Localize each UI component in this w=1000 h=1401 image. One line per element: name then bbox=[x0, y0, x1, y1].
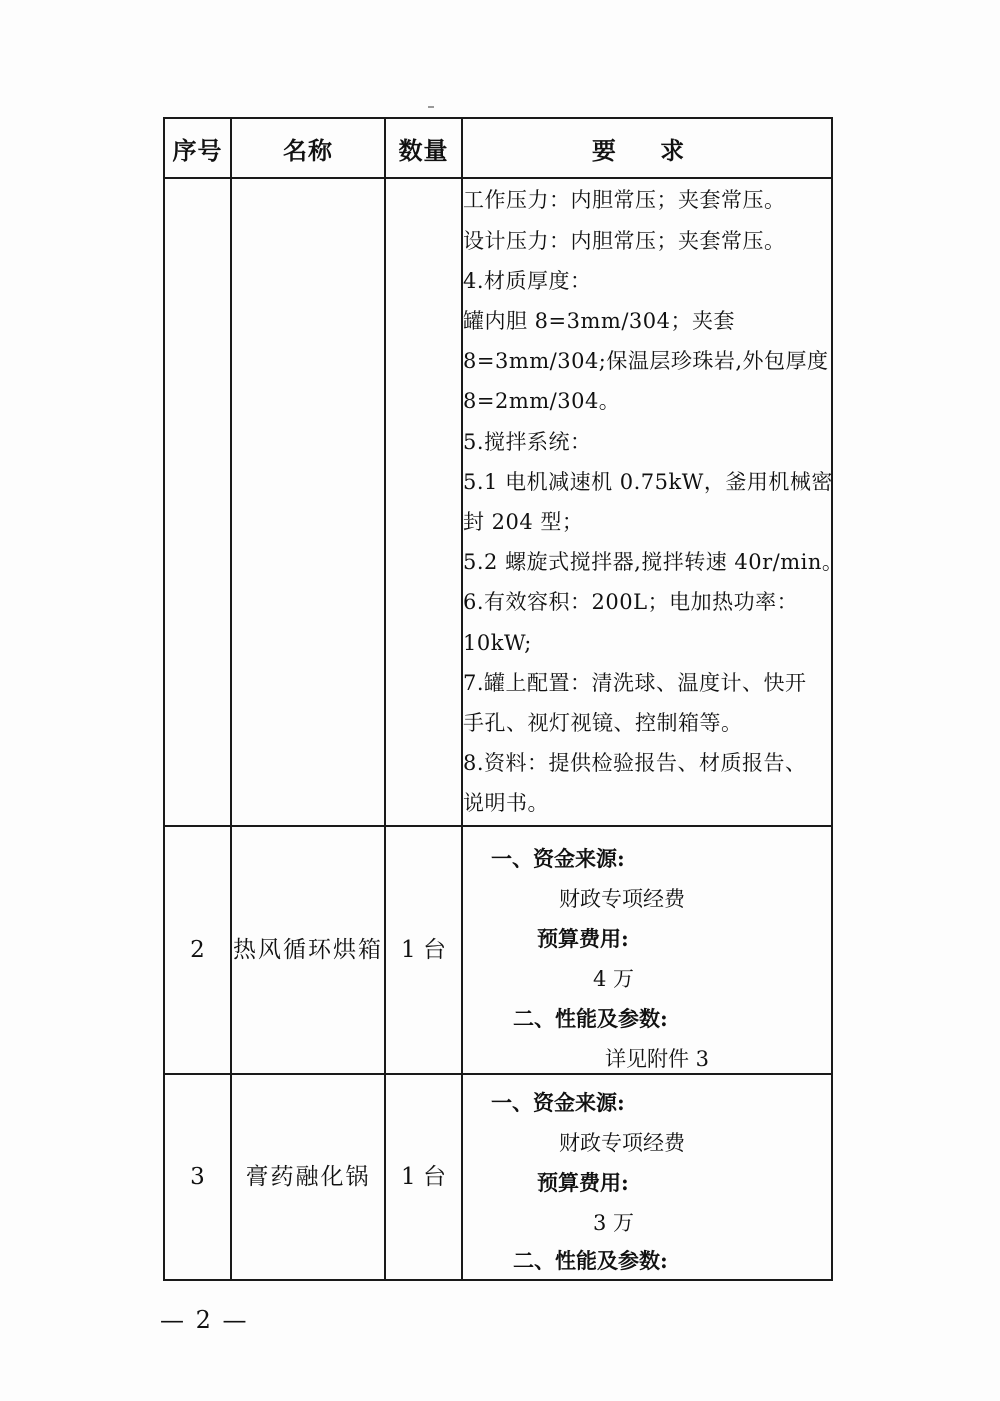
row3-requirements-cell bbox=[462, 1074, 832, 1280]
header-no: 序号 bbox=[164, 118, 231, 178]
budget-heading: 预算费用: bbox=[537, 1170, 629, 1195]
row3-no-cell: 3 bbox=[164, 1074, 231, 1280]
performance-value: 详见附件 3 bbox=[605, 1047, 710, 1071]
scan-mark bbox=[428, 106, 434, 108]
header-qty: 数量 bbox=[385, 118, 462, 178]
table-header-row bbox=[164, 118, 832, 178]
budget-value: 3 万 bbox=[593, 1211, 635, 1235]
row2-requirements-cell bbox=[462, 826, 832, 1074]
requirement-line: 说明书。 bbox=[463, 791, 549, 816]
requirement-line: 8=3mm/304;保温层珍珠岩,外包厚度 bbox=[463, 349, 829, 374]
header-name: 名称 bbox=[231, 118, 385, 178]
requirement-line: 7.罐上配置：清洗球、温度计、快开 bbox=[463, 670, 807, 695]
requirement-line: 8=2mm/304。 bbox=[463, 389, 621, 414]
performance-heading: 二、性能及参数: bbox=[513, 1248, 668, 1273]
row1-no-cell bbox=[164, 178, 231, 826]
row2-qty-cell: 1 台 bbox=[385, 826, 462, 1074]
row1-requirements-cell bbox=[462, 178, 844, 826]
row1-name-cell bbox=[231, 178, 385, 826]
requirement-line: 手孔、视灯视镜、控制箱等。 bbox=[463, 711, 743, 736]
table-row bbox=[164, 1074, 832, 1280]
requirement-line: 设计压力：内胆常压；夹套常压。 bbox=[463, 228, 786, 253]
funding-value: 财政专项经费 bbox=[559, 887, 685, 911]
header-requirements: 要 求 bbox=[462, 118, 832, 178]
requirement-line: 10kW; bbox=[463, 630, 532, 655]
requirement-line: 5.2 螺旋式搅拌器,搅拌转速 40r/min。 bbox=[463, 550, 844, 575]
funding-heading: 一、资金来源: bbox=[491, 1090, 625, 1115]
budget-value: 4 万 bbox=[593, 967, 635, 991]
requirement-line: 4.材质厚度： bbox=[463, 268, 592, 293]
requirement-line: 6.有效容积：200L；电加热功率： bbox=[463, 590, 799, 615]
requirement-line: 工作压力：内胆常压；夹套常压。 bbox=[463, 188, 786, 213]
requirement-line: 罐内胆 8=3mm/304；夹套 bbox=[463, 308, 735, 333]
row3-name-cell: 膏药融化锅 bbox=[231, 1074, 385, 1280]
row3-qty-cell: 1 台 bbox=[385, 1074, 462, 1280]
requirement-line: 8.资料：提供检验报告、材质报告、 bbox=[463, 751, 807, 776]
funding-value: 财政专项经费 bbox=[559, 1131, 685, 1155]
row2-no-cell: 2 bbox=[164, 826, 231, 1074]
page-number: — 2 — bbox=[160, 1306, 249, 1334]
requirement-line: 5.搅拌系统： bbox=[463, 429, 592, 454]
budget-heading: 预算费用: bbox=[537, 926, 629, 951]
performance-heading: 二、性能及参数: bbox=[513, 1006, 668, 1031]
row1-qty-cell bbox=[385, 178, 462, 826]
requirement-line: 5.1 电机减速机 0.75kW，釜用机械密 bbox=[463, 469, 833, 494]
procurement-spec-table bbox=[163, 117, 844, 1281]
table-row bbox=[164, 826, 832, 1074]
row2-name-cell: 热风循环烘箱 bbox=[231, 826, 385, 1074]
requirement-line: 封 204 型； bbox=[463, 510, 584, 534]
table-row bbox=[164, 178, 832, 826]
funding-heading: 一、资金来源: bbox=[491, 846, 625, 871]
